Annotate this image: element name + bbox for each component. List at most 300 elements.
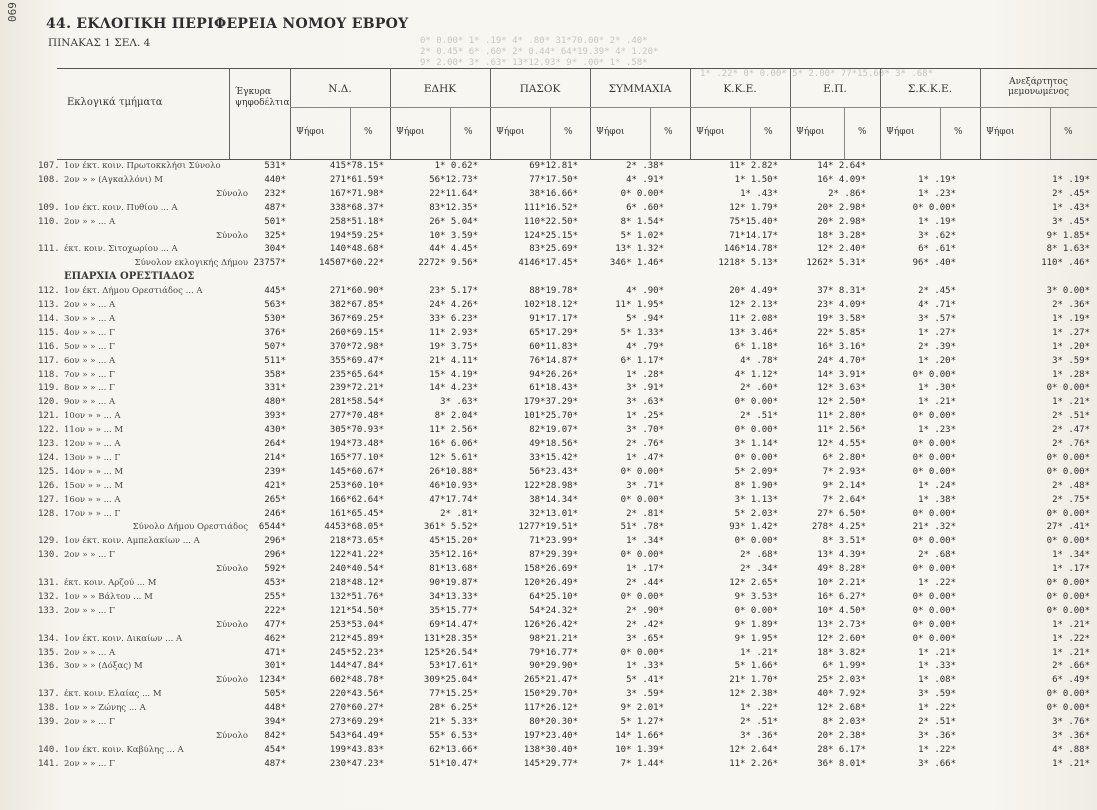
row-label: 14ον » » ... Μ: [64, 467, 124, 477]
party-result-cell: 2* .42*: [626, 620, 664, 630]
table-row: [0, 688, 1097, 700]
row-number: 140.: [38, 745, 60, 755]
party-result-cell: 0* 0.00*: [1046, 606, 1090, 616]
table-row: [0, 716, 1097, 728]
party-result-cell: 3* .63*: [626, 397, 664, 407]
party-result-cell: 0* 0.00*: [912, 620, 956, 630]
party-result-cell: 2* .47*: [1052, 425, 1090, 435]
percent-subheader: %: [858, 127, 867, 137]
party-result-cell: 2* .38*: [626, 161, 664, 171]
party-result-cell: 4* .78*: [740, 356, 778, 366]
party-result-cell: 270*60.27*: [329, 703, 384, 713]
party-result-cell: 370*72.98*: [329, 342, 384, 352]
row-label: Σύνολο: [216, 675, 248, 685]
valid-votes-cell: 563*: [264, 300, 286, 310]
table-row: [0, 341, 1097, 353]
party-result-cell: 11* 1.95*: [615, 300, 664, 310]
party-result-cell: 0* 0.00*: [912, 370, 956, 380]
party-result-cell: 3* .91*: [626, 383, 664, 393]
party-result-cell: 1262* 5.31*: [806, 258, 866, 268]
party-result-cell: 4146*17.45*: [518, 258, 578, 268]
party-result-cell: 281*58.54*: [329, 397, 384, 407]
valid-votes-cell: 376*: [264, 328, 286, 338]
party-result-cell: 79*16.77*: [529, 648, 578, 658]
party-result-cell: 12* 2.64*: [729, 745, 778, 755]
party-result-cell: 20* 2.38*: [817, 731, 866, 741]
valid-votes-cell: 264*: [264, 439, 286, 449]
row-number: 131.: [38, 578, 60, 588]
valid-votes-cell: 239*: [264, 467, 286, 477]
row-label: 2ον » » ... Γ: [64, 606, 115, 616]
row-number: 110.: [38, 217, 60, 227]
valid-votes-cell: 358*: [264, 370, 286, 380]
party-result-cell: 361* 5.52*: [423, 522, 478, 532]
table-row: [0, 591, 1097, 603]
party-result-cell: 194*59.25*: [329, 231, 384, 241]
party-result-cell: 197*23.40*: [523, 731, 578, 741]
row-number: 141.: [38, 759, 60, 769]
row-label: 5ον » » ... Γ: [64, 342, 115, 352]
table-row: [0, 355, 1097, 367]
party-result-cell: 1* 1.50*: [734, 175, 778, 185]
party-result-cell: 13* 4.39*: [817, 550, 866, 560]
row-number: 136.: [38, 661, 60, 671]
table-row: [0, 285, 1097, 297]
party-result-cell: 110* .46*: [1041, 258, 1090, 268]
party-result-cell: 45*15.20*: [429, 536, 478, 546]
party-result-cell: 3* .45*: [1052, 217, 1090, 227]
party-result-cell: 47*17.74*: [429, 495, 478, 505]
party-header: Ανεξάρτητος μεμονωμένος: [1007, 77, 1070, 97]
row-number: 125.: [38, 467, 60, 477]
party-result-cell: 1* .34*: [1052, 550, 1090, 560]
row-number: 126.: [38, 481, 60, 491]
party-result-cell: 273*69.29*: [329, 717, 384, 727]
party-result-cell: 1* .28*: [1052, 370, 1090, 380]
party-result-cell: 12* 2.38*: [729, 689, 778, 699]
party-result-cell: 1* .17*: [1052, 564, 1090, 574]
percent-subheader: %: [954, 127, 963, 137]
party-result-cell: 1* .33*: [626, 661, 664, 671]
party-result-cell: 27* 6.50*: [817, 509, 866, 519]
party-result-cell: 16* 6.27*: [817, 592, 866, 602]
party-result-cell: 382*67.85*: [329, 300, 384, 310]
row-label: 15ον » » ... Μ: [64, 481, 124, 491]
row-label: 3ον » » ... Α: [64, 314, 116, 324]
party-result-cell: 102*18.12*: [523, 300, 578, 310]
table-row: [0, 299, 1097, 311]
valid-votes-cell: 265*: [264, 495, 286, 505]
party-result-cell: 2* .90*: [626, 606, 664, 616]
party-result-cell: 0* 0.00*: [734, 536, 778, 546]
table-row: [0, 438, 1097, 450]
row-label: 12ον » » ... Α: [64, 439, 121, 449]
party-result-cell: 0* 0.00*: [912, 634, 956, 644]
party-result-cell: 0* 0.00*: [912, 592, 956, 602]
party-result-cell: 9* 3.53*: [734, 592, 778, 602]
party-result-cell: 96* .40*: [912, 258, 956, 268]
party-result-cell: 150*29.70*: [523, 689, 578, 699]
party-result-cell: 6* 1.99*: [822, 661, 866, 671]
party-result-cell: 239*72.21*: [329, 383, 384, 393]
party-result-cell: 69*14.47*: [429, 620, 478, 630]
party-result-cell: 24* 4.70*: [817, 356, 866, 366]
row-label: 1ον » » Ζώνης ... Α: [64, 703, 146, 713]
party-result-cell: 0* 0.00*: [620, 467, 664, 477]
row-number: 114.: [38, 314, 60, 324]
party-result-cell: 0* 0.00*: [1046, 467, 1090, 477]
party-header: Κ.Κ.Ε.: [723, 83, 757, 95]
table-row: [0, 647, 1097, 659]
row-number: 115.: [38, 328, 60, 338]
row-label: 1ον έκτ. κοιν. Πυθίου ... Α: [64, 203, 178, 213]
votes-subheader: Ψήφοι: [696, 127, 725, 137]
party-result-cell: 2* .76*: [626, 439, 664, 449]
party-result-cell: 1* .22*: [1052, 634, 1090, 644]
party-result-cell: 1* .28*: [626, 370, 664, 380]
party-result-cell: 110*22.50*: [523, 217, 578, 227]
valid-votes-cell: 480*: [264, 397, 286, 407]
row-label: Σύνολο Δήμου Ορεστιάδος: [132, 522, 248, 532]
party-result-cell: 10* 1.39*: [615, 745, 664, 755]
table-row: [0, 605, 1097, 617]
party-result-cell: 122*41.22*: [329, 550, 384, 560]
party-result-cell: 65*17.29*: [529, 328, 578, 338]
party-result-cell: 235*65.64*: [329, 370, 384, 380]
party-result-cell: 245*52.23*: [329, 648, 384, 658]
party-result-cell: 12* 2.65*: [729, 578, 778, 588]
party-result-cell: 1* .21*: [1052, 648, 1090, 658]
page-title: 44. ΕΚΛΟΓΙΚΗ ΠΕΡΙΦΕΡΕΙΑ ΝΟΜΟΥ ΕΒΡΟΥ: [46, 16, 409, 32]
party-result-cell: 53*17.61*: [429, 661, 478, 671]
party-result-cell: 8* 1.54*: [620, 217, 664, 227]
party-result-cell: 0* 0.00*: [1046, 383, 1090, 393]
valid-votes-cell: 454*: [264, 745, 286, 755]
party-result-cell: 14* 4.23*: [429, 383, 478, 393]
party-result-cell: 82*19.07*: [529, 425, 578, 435]
party-result-cell: 34*13.33*: [429, 592, 478, 602]
party-result-cell: 8* 2.04*: [434, 411, 478, 421]
party-result-cell: 46*10.93*: [429, 481, 478, 491]
row-label: 1ον έκτ. Δήμου Ορεστιάδος ... Α: [64, 286, 203, 296]
party-result-cell: 260*69.15*: [329, 328, 384, 338]
party-result-cell: 21* 4.11*: [429, 356, 478, 366]
party-result-cell: 19* 3.75*: [429, 342, 478, 352]
row-label: ΕΠΑΡΧΙΑ ΟΡΕΣΤΙΑΔΟΣ: [64, 271, 195, 282]
valid-votes-cell: 531*: [264, 161, 286, 171]
row-label: 1ον έκτ. κοιν. Καβύλης ... Α: [64, 745, 184, 755]
valid-votes-cell: 505*: [264, 689, 286, 699]
party-result-cell: 2* .68*: [918, 550, 956, 560]
party-result-cell: 4* 1.12*: [734, 370, 778, 380]
party-result-cell: 5* 1.27*: [620, 717, 664, 727]
party-result-cell: 5* 1.66*: [734, 661, 778, 671]
party-result-cell: 83*12.35*: [429, 203, 478, 213]
row-number: 119.: [38, 383, 60, 393]
party-result-cell: 76*14.87*: [529, 356, 578, 366]
row-label: 4ον » » ... Γ: [64, 328, 115, 338]
party-result-cell: 0* 0.00*: [620, 189, 664, 199]
row-label: 11ον » » ... Μ: [64, 425, 124, 435]
valid-votes-cell: 530*: [264, 314, 286, 324]
party-result-cell: 11* 2.26*: [729, 759, 778, 769]
party-result-cell: 111*16.52*: [523, 203, 578, 213]
party-result-cell: 140*48.68*: [329, 244, 384, 254]
party-result-cell: 8* 3.51*: [822, 536, 866, 546]
party-result-cell: 194*73.48*: [329, 439, 384, 449]
party-result-cell: 11* 2.93*: [429, 328, 478, 338]
party-result-cell: 36* 8.01*: [817, 759, 866, 769]
valid-votes-cell: 393*: [264, 411, 286, 421]
party-result-cell: 3* .36*: [1052, 731, 1090, 741]
party-result-cell: 0* 0.00*: [912, 564, 956, 574]
row-label: έκτ. κοιν. Σιτοχωρίου ... Α: [64, 244, 178, 254]
row-label: 2ον » » ... Γ: [64, 759, 115, 769]
party-result-cell: 75*15.40*: [729, 217, 778, 227]
row-label: 10ον » » ... Α: [64, 411, 121, 421]
table-row: [0, 313, 1097, 325]
party-result-cell: 90*19.87*: [429, 578, 478, 588]
row-label: 2ον » » ... Α: [64, 648, 116, 658]
row-label: Σύνολο: [216, 731, 248, 741]
party-result-cell: 2* .45*: [918, 286, 956, 296]
party-result-cell: 11* 2.56*: [429, 425, 478, 435]
party-result-cell: 18* 3.82*: [817, 648, 866, 658]
party-result-cell: 2* .60*: [740, 383, 778, 393]
table-row: [0, 744, 1097, 756]
party-result-cell: 0* 0.00*: [1046, 509, 1090, 519]
row-number: 124.: [38, 453, 60, 463]
party-result-cell: 3* .76*: [1052, 717, 1090, 727]
party-result-cell: 12* 2.40*: [817, 244, 866, 254]
party-result-cell: 2* .34*: [740, 564, 778, 574]
table-row: [0, 188, 1097, 200]
table-row: [0, 521, 1097, 533]
row-number: 121.: [38, 411, 60, 421]
row-label: 16ον » » ... Α: [64, 495, 121, 505]
party-result-cell: 10* 3.59*: [429, 231, 478, 241]
party-result-cell: 12* 2.13*: [729, 300, 778, 310]
valid-votes-cell: 421*: [264, 481, 286, 491]
row-number: 130.: [38, 550, 60, 560]
party-result-cell: 71*14.17*: [729, 231, 778, 241]
party-result-cell: 124*25.15*: [523, 231, 578, 241]
party-result-cell: 0* 0.00*: [1046, 536, 1090, 546]
party-result-cell: 0* 0.00*: [734, 397, 778, 407]
party-result-cell: 27* .41*: [1046, 522, 1090, 532]
party-result-cell: 23* 5.17*: [429, 286, 478, 296]
party-result-cell: 3* .57*: [918, 314, 956, 324]
party-result-cell: 145*60.67*: [329, 467, 384, 477]
party-result-cell: 138*30.40*: [523, 745, 578, 755]
valid-votes-cell: 448*: [264, 703, 286, 713]
party-result-cell: 1* .21*: [1052, 620, 1090, 630]
valid-votes-cell: 255*: [264, 592, 286, 602]
party-result-cell: 9* 1.89*: [734, 620, 778, 630]
party-result-cell: 14507*60.22*: [318, 258, 384, 268]
party-result-cell: 161*65.45*: [329, 509, 384, 519]
votes-subheader: Ψήφοι: [886, 127, 915, 137]
party-result-cell: 125*26.54*: [423, 648, 478, 658]
row-number: 132.: [38, 592, 60, 602]
table-row: [0, 452, 1097, 464]
votes-subheader: Ψήφοι: [986, 127, 1015, 137]
party-result-cell: 271*61.59*: [329, 175, 384, 185]
party-result-cell: 3* 0.00*: [1046, 286, 1090, 296]
row-number: 139.: [38, 717, 60, 727]
party-result-cell: 54*24.32*: [529, 606, 578, 616]
party-result-cell: 1* .43*: [740, 189, 778, 199]
party-result-cell: 0* 0.00*: [912, 509, 956, 519]
party-result-cell: 3* 1.14*: [734, 439, 778, 449]
valid-votes-cell: 445*: [264, 286, 286, 296]
valid-votes-cell: 214*: [264, 453, 286, 463]
party-result-cell: 167*71.98*: [329, 189, 384, 199]
row-label: 2ον » » ... Γ: [64, 717, 115, 727]
party-result-cell: 4* .90*: [626, 286, 664, 296]
party-result-cell: 278* 4.25*: [811, 522, 866, 532]
row-number: 113.: [38, 300, 60, 310]
party-result-cell: 1* .20*: [918, 356, 956, 366]
party-result-cell: 94*26.26*: [529, 370, 578, 380]
party-result-cell: 1* .21*: [1052, 397, 1090, 407]
row-label: έκτ. κοιν. Ελαίας ... Μ: [64, 689, 162, 699]
party-result-cell: 20* 2.98*: [817, 203, 866, 213]
valid-votes-cell: 6544*: [258, 522, 286, 532]
row-number: 137.: [38, 689, 60, 699]
row-number: 117.: [38, 356, 60, 366]
row-number: 107.: [38, 161, 60, 171]
party-result-cell: 309*25.04*: [423, 675, 478, 685]
table-row: [0, 549, 1097, 561]
party-result-cell: 19* 3.58*: [817, 314, 866, 324]
valid-votes-cell: 501*: [264, 217, 286, 227]
party-result-cell: 11* 2.80*: [817, 411, 866, 421]
party-result-cell: 0* 0.00*: [734, 425, 778, 435]
valid-votes-cell: 296*: [264, 536, 286, 546]
party-result-cell: 1* .19*: [1052, 175, 1090, 185]
table-row: [0, 660, 1097, 672]
party-result-cell: 0* 0.00*: [1046, 453, 1090, 463]
votes-subheader: Ψήφοι: [596, 127, 625, 137]
party-result-cell: 12* 5.61*: [429, 453, 478, 463]
party-result-cell: 5* .41*: [626, 675, 664, 685]
party-result-cell: 0* 0.00*: [620, 495, 664, 505]
party-result-cell: 0* 0.00*: [620, 592, 664, 602]
party-result-cell: 35*15.77*: [429, 606, 478, 616]
table-row: [0, 619, 1097, 631]
party-result-cell: 2* .48*: [1052, 481, 1090, 491]
row-label: 3ον » » (Δόξας) Μ: [64, 661, 143, 671]
party-result-cell: 35*12.16*: [429, 550, 478, 560]
party-result-cell: 13* 3.46*: [729, 328, 778, 338]
party-result-cell: 2* .81*: [440, 509, 478, 519]
party-result-cell: 15* 4.19*: [429, 370, 478, 380]
party-result-cell: 28* 6.25*: [429, 703, 478, 713]
party-result-cell: 165*77.10*: [329, 453, 384, 463]
valid-votes-cell: 471*: [264, 648, 286, 658]
party-result-cell: 230*47.23*: [329, 759, 384, 769]
party-result-cell: 1* .21*: [918, 397, 956, 407]
party-result-cell: 32*13.01*: [529, 509, 578, 519]
party-result-cell: 8* 1.63*: [1046, 244, 1090, 254]
row-label: 9ον » » ... Α: [64, 397, 116, 407]
party-result-cell: 3* 1.13*: [734, 495, 778, 505]
party-result-cell: 8* 1.90*: [734, 481, 778, 491]
party-result-cell: 3* .36*: [918, 731, 956, 741]
party-header: ΕΔΗΚ: [423, 83, 457, 95]
party-result-cell: 1* .27*: [918, 328, 956, 338]
party-result-cell: 2272* 9.56*: [418, 258, 478, 268]
party-result-cell: 6* 1.17*: [620, 356, 664, 366]
row-label: 1ον έκτ. κοιν. Δικαίων ... Α: [64, 634, 183, 644]
valid-votes-cell: 325*: [264, 231, 286, 241]
party-result-cell: 56*23.43*: [529, 467, 578, 477]
party-result-cell: 7* 2.64*: [822, 495, 866, 505]
valid-votes-cell: 430*: [264, 425, 286, 435]
party-result-cell: 33* 6.23*: [429, 314, 478, 324]
party-result-cell: 2* .44*: [626, 578, 664, 588]
party-result-cell: 7* 1.44*: [620, 759, 664, 769]
row-number: 118.: [38, 370, 60, 380]
row-label: 2ον » » (Αγκαλλόνι) Μ: [64, 175, 163, 185]
party-header: Σ.Κ.Κ.Ε.: [907, 83, 953, 95]
table-subtitle: ΠΙΝΑΚΑΣ 1 ΣΕΛ. 4: [48, 37, 151, 49]
party-header: Ε.Π.: [823, 83, 847, 95]
party-result-cell: 16* 4.09*: [817, 175, 866, 185]
party-result-cell: 220*43.56*: [329, 689, 384, 699]
party-result-cell: 21* 5.33*: [429, 717, 478, 727]
party-result-cell: 77*15.25*: [429, 689, 478, 699]
row-number: 138.: [38, 703, 60, 713]
table-row: [0, 327, 1097, 339]
bleed-through-text: 2* 0.45* 6* .60* 2* 0.44* 64*19.39* 4* 1.20*: [420, 47, 659, 57]
party-result-cell: 258*51.18*: [329, 217, 384, 227]
party-result-cell: 21* 1.70*: [729, 675, 778, 685]
valid-votes-cell: 1234*: [258, 675, 286, 685]
party-result-cell: 2* .68*: [740, 550, 778, 560]
row-number: 109.: [38, 203, 60, 213]
party-result-cell: 6* 1.18*: [734, 342, 778, 352]
party-result-cell: 1* .19*: [918, 217, 956, 227]
valid-votes-cell: 487*: [264, 759, 286, 769]
valid-votes-cell: 23757*: [253, 258, 286, 268]
party-result-cell: 0* 0.00*: [912, 203, 956, 213]
party-result-cell: 9* 1.85*: [1046, 231, 1090, 241]
party-result-cell: 8* 2.03*: [822, 717, 866, 727]
valid-votes-cell: 511*: [264, 356, 286, 366]
party-result-cell: 2* .51*: [740, 411, 778, 421]
table-row: [0, 674, 1097, 686]
party-result-cell: 265*21.47*: [523, 675, 578, 685]
party-result-cell: 0* 0.00*: [912, 411, 956, 421]
party-result-cell: 0* 0.00*: [1046, 703, 1090, 713]
party-result-cell: 69*12.81*: [529, 161, 578, 171]
party-result-cell: 20* 2.98*: [817, 217, 866, 227]
row-number: 123.: [38, 439, 60, 449]
row-number: 122.: [38, 425, 60, 435]
party-result-cell: 4* .91*: [626, 175, 664, 185]
party-result-cell: 1* .17*: [626, 564, 664, 574]
party-result-cell: 5* 1.33*: [620, 328, 664, 338]
party-result-cell: 5* .94*: [626, 314, 664, 324]
party-result-cell: 117*26.12*: [523, 703, 578, 713]
percent-subheader: %: [664, 127, 673, 137]
valid-votes-cell: 440*: [264, 175, 286, 185]
party-result-cell: 1* .23*: [918, 189, 956, 199]
votes-subheader: Ψήφοι: [296, 127, 325, 137]
valid-votes-cell: 487*: [264, 203, 286, 213]
